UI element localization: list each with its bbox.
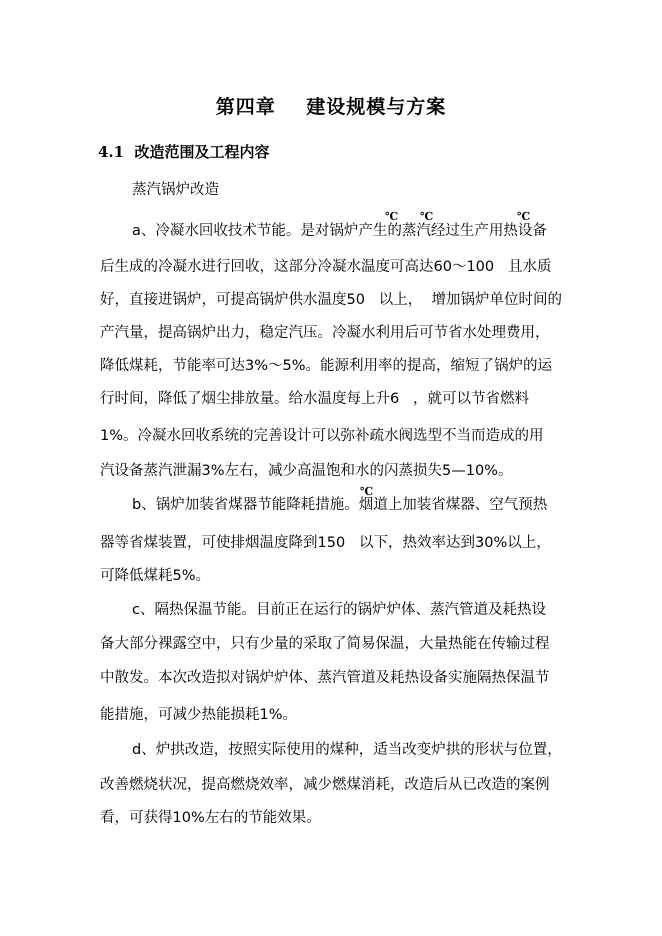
degree-symbol: ℃	[420, 210, 434, 223]
paragraph-line: 降低煤耗，节能率可达3%～5%。能源利用率的提高，缩短了锅炉的运	[100, 358, 553, 374]
paragraph-line: 能措施，可减少热能损耗1%。	[100, 707, 298, 723]
degree-symbol: ℃	[517, 210, 531, 223]
paragraph-line: 汽设备蒸汽泄漏3%左右，减少高温饱和水的闪蒸损失5—10%。	[100, 463, 513, 479]
paragraph-line: 器等省煤装置，可使排烟温度降到150 以下，热效率达到30%以上，	[100, 535, 551, 551]
degree-symbol: ℃	[360, 485, 374, 498]
paragraph-line: 1%。冷凝水回收系统的完善设计可以弥补疏水阀选型不当而造成的用	[100, 428, 544, 444]
paragraph-line: 可降低煤耗5%。	[100, 568, 211, 584]
paragraph-line: 改善燃烧状况，提高燃烧效率，减少燃煤消耗，改造后从已改造的案例	[100, 777, 550, 793]
section-heading: 4.1 改造范围及工程内容	[98, 143, 270, 161]
paragraph-line: 中散发。本次改造拟对锅炉炉体、蒸汽管道及耗热设备实施隔热保温节	[100, 670, 550, 686]
paragraph-line: 看，可获得10%左右的节能效果。	[100, 810, 321, 826]
paragraph-line: 备大部分裸露空中，只有少量的采取了简易保温，大量热能在传输过程	[100, 636, 550, 652]
paragraph-line: a、冷凝水回收技术节能。是对锅炉产生的蒸汽经过生产用热设备	[132, 223, 547, 239]
chapter-title: 第四章 建设规模与方案	[215, 96, 447, 118]
paragraph-line: c、隔热保温节能。目前正在运行的锅炉炉体、蒸汽管道及耗热设	[132, 602, 546, 618]
paragraph-line: 行时间，降低了烟尘排放量。给水温度每上升6 ，就可以节省燃料	[100, 391, 530, 407]
degree-symbol: ℃	[385, 210, 399, 223]
paragraph-line: 产汽量，提高锅炉出力，稳定汽压。冷凝水利用后可节省水处理费用，	[100, 325, 550, 341]
paragraph-line: 好，直接进锅炉，可提高锅炉供水温度50 以上， 增加锅炉单位时间的	[100, 292, 562, 308]
paragraph-line: b、锅炉加装省煤器节能降耗措施。烟道上加装省煤器、空气预热	[132, 497, 548, 513]
paragraph-line: d、炉拱改造，按照实际使用的煤种，适当改变炉拱的形状与位置，	[132, 742, 562, 758]
paragraph-line: 后生成的冷凝水进行回收，这部分冷凝水温度可高达60～100 且水质	[100, 259, 552, 275]
subheading: 蒸汽锅炉改造	[132, 182, 219, 198]
